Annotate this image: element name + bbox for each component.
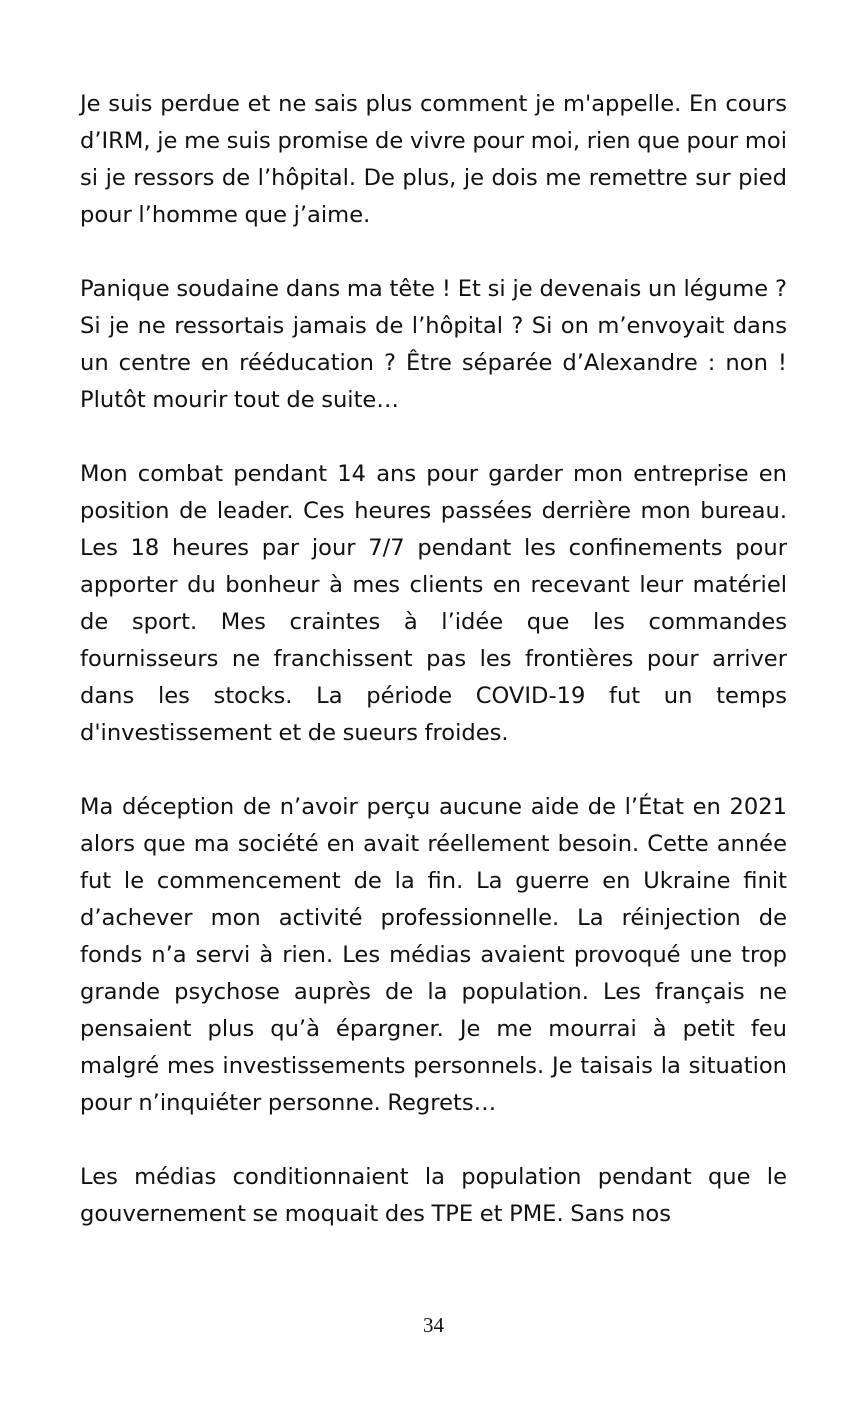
page-number: 34 bbox=[423, 1313, 444, 1337]
paragraph-4: Ma déception de n’avoir perçu aucune aide de l’État en 2021 alors que ma société en avait réellement besoin. Cette année fut le commencement de la fin. La guerre en Ukraine finit d’achever mon activité professionnelle. La réinjection de fonds n’a servi à rien. Les médias avaient provoqué une trop grande psychose auprès de la population. Les français ne pensaient plus qu’à épargner. Je me mourrai à petit feu malgré mes investissements personnels. Je taisais la situation pour n’inquiéter personne. Regrets… bbox=[80, 794, 787, 1116]
paragraph-1: Je suis perdue et ne sais plus comment je m'appelle. En cours d’IRM, je me suis promise de vivre pour moi, rien que pour moi si je ressors de l’hôpital. De plus, je dois me remettre sur pied pour l’homme que j’aime. bbox=[80, 91, 787, 228]
paragraph-5: Les médias conditionnaient la population pendant que le gouvernement se moquait des TPE et PME. Sans nos bbox=[80, 1164, 787, 1227]
page-body bbox=[80, 86, 787, 1233]
paragraph-2: Panique soudaine dans ma tête ! Et si je devenais un légume ? Si je ne ressortais jamais de l’hôpital ? Si on m’envoyait dans un centre en rééducation ? Être séparée d’Alexandre : non ! Plutôt mourir tout de suite… bbox=[80, 276, 787, 413]
paragraph-3: Mon combat pendant 14 ans pour garder mon entreprise en position de leader. Ces heures passées derrière mon bureau. Les 18 heures par jour 7/7 pendant les confinements pour apporter du bonheur à mes clients en recevant leur matériel de sport. Mes craintes à l’idée que les commandes fournisseurs ne franchissent pas les frontières pour arriver dans les stocks. La période COVID-19 fut un temps d'investissement et de sueurs froides. bbox=[80, 461, 787, 746]
